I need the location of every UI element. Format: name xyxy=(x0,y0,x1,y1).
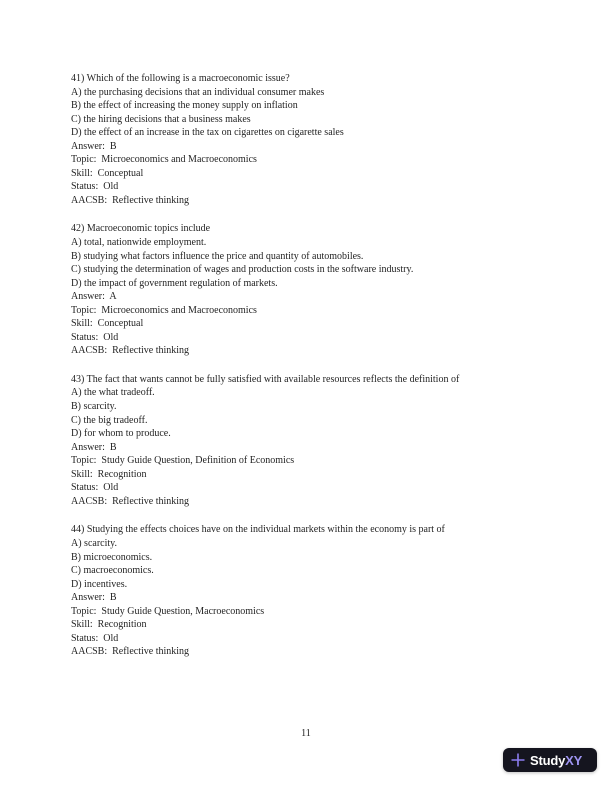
question-block-43 xyxy=(71,373,549,508)
status-line: Status: Old xyxy=(71,482,119,494)
answer-line: Answer: B xyxy=(71,592,117,604)
question-option: B) microeconomics. xyxy=(71,551,153,563)
aacsb-line: AACSB: Reflective thinking xyxy=(71,646,190,658)
question-option: A) scarcity. xyxy=(71,537,117,549)
question-option: B) the effect of increasing the money supply on inflation xyxy=(71,100,298,112)
answer-line: Answer: B xyxy=(71,140,117,152)
question-block-41 xyxy=(71,72,549,207)
answer-line: Answer: B xyxy=(71,441,117,453)
topic-line: Topic: Microeconomics and Macroeconomics xyxy=(71,154,257,166)
logo-wordmark xyxy=(530,754,582,767)
topic-line: Topic: Study Guide Question, Definition of Economics xyxy=(71,455,295,467)
topic-line: Topic: Study Guide Question, Macroeconomics xyxy=(71,605,265,617)
aacsb-line: AACSB: Reflective thinking xyxy=(71,194,190,206)
question-prompt: 42) Macroeconomic topics include xyxy=(71,223,211,235)
question-prompt: 41) Which of the following is a macroeconomic issue? xyxy=(71,73,290,84)
page-number: 11 xyxy=(301,728,311,739)
status-line: Status: Old xyxy=(71,632,119,644)
skill-line: Skill: Conceptual xyxy=(71,318,144,330)
question-option: C) the hiring decisions that a business makes xyxy=(71,113,251,125)
answer-line: Answer: A xyxy=(71,291,117,303)
aacsb-line: AACSB: Reflective thinking xyxy=(71,345,190,357)
skill-line: Skill: Recognition xyxy=(71,468,147,480)
question-option: C) macroeconomics. xyxy=(71,565,154,577)
question-block-42 xyxy=(71,222,549,357)
logo-text-xy: XY xyxy=(565,752,583,768)
question-option: C) studying the determination of wages and production costs in the software industry. xyxy=(71,264,414,276)
question-option: A) total, nationwide employment. xyxy=(71,237,207,249)
studyxy-logo xyxy=(503,748,597,772)
question-option: D) incentives. xyxy=(71,578,128,590)
question-option: C) the big tradeoff. xyxy=(71,414,148,426)
questions xyxy=(71,72,549,674)
status-line: Status: Old xyxy=(71,181,119,193)
topic-line: Topic: Microeconomics and Macroeconomics xyxy=(71,304,257,316)
skill-line: Skill: Recognition xyxy=(71,619,147,631)
aacsb-line: AACSB: Reflective thinking xyxy=(71,495,190,507)
question-prompt: 43) The fact that wants cannot be fully satisfied with available resources reflects the definition of xyxy=(71,373,460,385)
question-option: B) studying what factors influence the price and quantity of automobiles. xyxy=(71,250,364,262)
plus-icon xyxy=(511,753,525,767)
logo-text-study: Study xyxy=(530,752,566,768)
question-option: D) the impact of government regulation of markets. xyxy=(71,277,278,289)
question-option: A) the what tradeoff. xyxy=(71,387,155,399)
question-option: A) the purchasing decisions that an individual consumer makes xyxy=(71,86,325,98)
skill-line: Skill: Conceptual xyxy=(71,167,144,179)
question-option: D) for whom to produce. xyxy=(71,428,171,440)
question-prompt: 44) Studying the effects choices have on the individual markets within the economy is part of xyxy=(71,524,445,536)
status-line: Status: Old xyxy=(71,331,119,343)
question-option: B) scarcity. xyxy=(71,401,117,413)
question-block-44 xyxy=(71,523,549,658)
question-option: D) the effect of an increase in the tax on cigarettes on cigarette sales xyxy=(71,127,344,139)
